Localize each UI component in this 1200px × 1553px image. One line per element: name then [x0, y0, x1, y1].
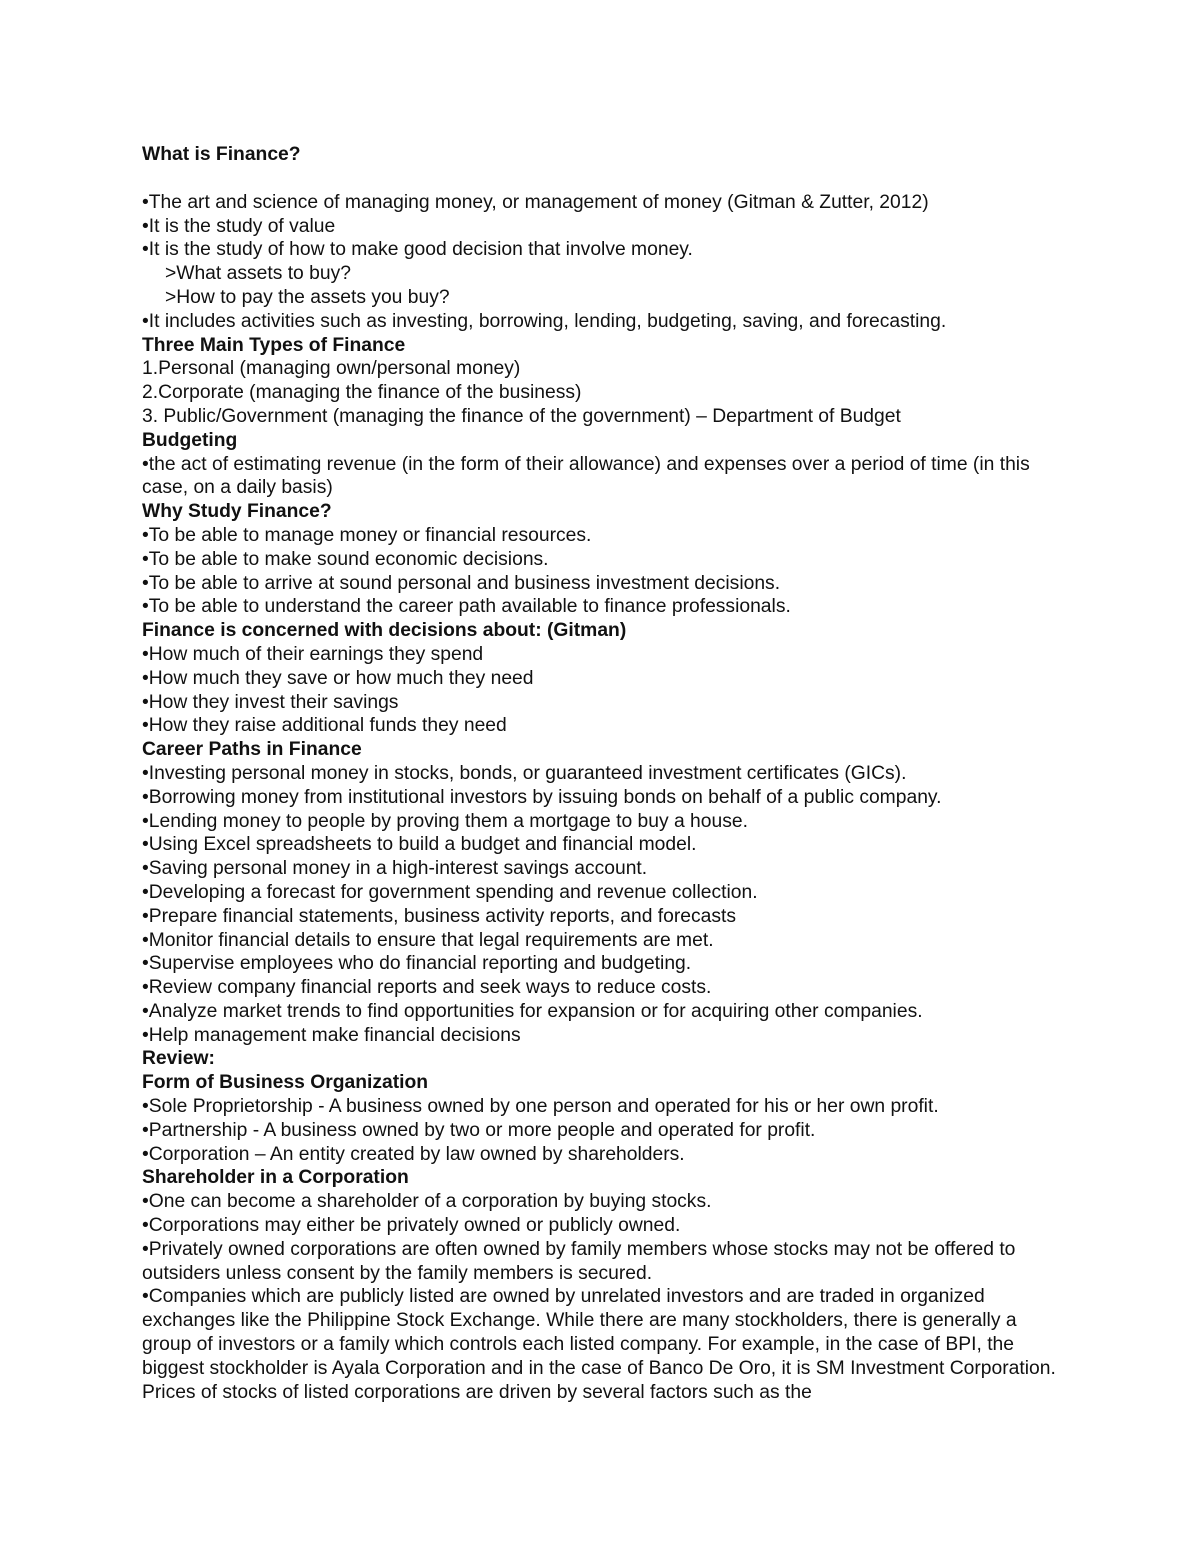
intro-item: •The art and science of managing money, or management of money (Gitman & Zutter, 2012) — [142, 191, 929, 213]
types-item: 2.Corporate (managing the finance of the business) — [142, 382, 582, 404]
section-heading-decisions: Finance is concerned with decisions about: (Gitman) — [142, 620, 627, 642]
careers-item: •Lending money to people by proving them a mortgage to buy a house. — [142, 810, 748, 832]
careers-item: •Analyze market trends to find opportunities for expansion or for acquiring other companies. — [142, 1000, 923, 1022]
section-heading-review: Review: — [142, 1048, 215, 1070]
shareholder-item: •Corporations may either be privately owned or publicly owned. — [142, 1215, 681, 1237]
shareholder-item: •One can become a shareholder of a corporation by buying stocks. — [142, 1191, 712, 1213]
careers-item: •Monitor financial details to ensure that legal requirements are met. — [142, 929, 714, 951]
intro-item: •It includes activities such as investing, borrowing, lending, budgeting, saving, and forecasting. — [142, 310, 947, 332]
careers-item: •Saving personal money in a high-interest savings account. — [142, 858, 648, 880]
why-item: •To be able to make sound economic decisions. — [142, 548, 549, 570]
why-item: •To be able to arrive at sound personal and business investment decisions. — [142, 572, 781, 594]
shareholder-item: •Privately owned corporations are often owned by family members whose stocks may not be offered to outsiders unless consent by the family members is secured. — [142, 1238, 1016, 1284]
careers-item: •Supervise employees who do financial reporting and budgeting. — [142, 953, 692, 975]
intro-sub-item: >How to pay the assets you buy? — [165, 286, 450, 308]
intro-item: •It is the study of how to make good decision that involve money. — [142, 239, 693, 261]
careers-item: •Borrowing money from institutional investors by issuing bonds on behalf of a public company. — [142, 786, 942, 808]
types-item: 3. Public/Government (managing the finance of the government) – Department of Budget — [142, 405, 901, 427]
forms-item: •Partnership - A business owned by two or more people and operated for profit. — [142, 1119, 816, 1141]
careers-item: •Prepare financial statements, business activity reports, and forecasts — [142, 905, 737, 927]
decisions-item: •How much of their earnings they spend — [142, 643, 484, 665]
careers-item: •Review company financial reports and seek ways to reduce costs. — [142, 977, 712, 999]
forms-item: •Corporation – An entity created by law owned by shareholders. — [142, 1143, 685, 1165]
types-item: 1.Personal (managing own/personal money) — [142, 358, 521, 380]
forms-item: •Sole Proprietorship - A business owned by one person and operated for his or her own profit. — [142, 1096, 939, 1118]
budgeting-text: •the act of estimating revenue (in the form of their allowance) and expenses over a period of time (in this case, on a daily basis) — [142, 453, 1030, 499]
section-heading-why: Why Study Finance? — [142, 501, 332, 523]
decisions-item: •How they invest their savings — [142, 691, 399, 713]
careers-item: •Help management make financial decisions — [142, 1024, 521, 1046]
intro-item: •It is the study of value — [142, 215, 336, 237]
section-heading-types: Three Main Types of Finance — [142, 334, 406, 356]
intro-sub-item: >What assets to buy? — [165, 263, 351, 285]
document-body — [142, 143, 1067, 1404]
decisions-item: •How they raise additional funds they need — [142, 715, 507, 737]
section-heading-budgeting: Budgeting — [142, 429, 238, 451]
page-title: What is Finance? — [142, 144, 301, 165]
section-heading-careers: Career Paths in Finance — [142, 739, 362, 761]
shareholder-item: •Companies which are publicly listed are owned by unrelated investors and are traded in organized exchanges like the Philippine Stock Exchange. While there are many stockholders, there is generally a group of investors or a family which controls each listed company. For example, in the case of BPI, the biggest stockholder is Ayala Corporation and in the case of Banco De Oro, it is SM Investment Corporation. Prices of stocks of listed corporations are driven by several factors such as the — [142, 1286, 1056, 1403]
careers-item: •Using Excel spreadsheets to build a budget and financial model. — [142, 834, 697, 856]
careers-item: •Investing personal money in stocks, bonds, or guaranteed investment certificates (GICs). — [142, 762, 907, 784]
careers-item: •Developing a forecast for government spending and revenue collection. — [142, 881, 758, 903]
section-heading-forms: Form of Business Organization — [142, 1072, 429, 1094]
why-item: •To be able to understand the career path available to finance professionals. — [142, 596, 791, 618]
section-heading-shareholder: Shareholder in a Corporation — [142, 1167, 409, 1189]
why-item: •To be able to manage money or financial resources. — [142, 524, 592, 546]
decisions-item: •How much they save or how much they need — [142, 667, 534, 689]
